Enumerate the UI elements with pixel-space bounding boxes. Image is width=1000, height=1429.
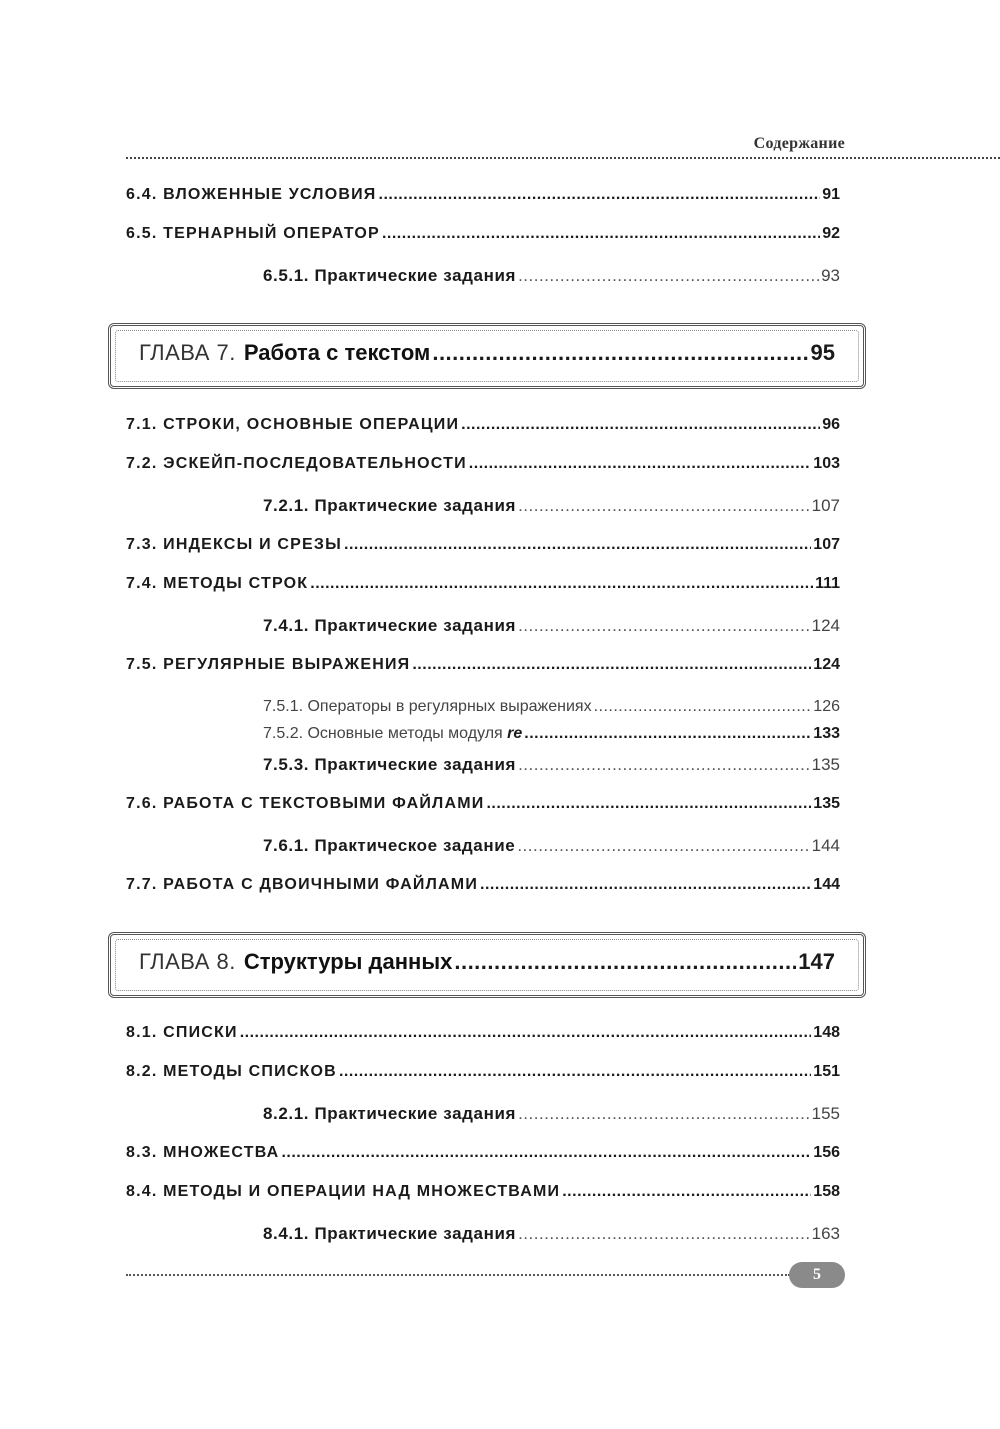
toc-label: 7.7. РАБОТА С ДВОИЧНЫМИ ФАЙЛАМИ — [126, 876, 479, 893]
toc-label: 6.4. ВЛОЖЕННЫЕ УСЛОВИЯ — [126, 186, 377, 203]
toc-label: 8.2.1. Практические задания — [263, 1104, 517, 1123]
toc-leader-dots — [344, 536, 811, 554]
chapter-7-entry — [139, 340, 835, 366]
toc-leader-dots — [469, 455, 812, 473]
toc-page-number: 163 — [811, 1224, 840, 1243]
toc-entry-8-1[interactable] — [126, 1024, 840, 1042]
toc-entry-6-4[interactable] — [126, 186, 840, 204]
toc-leader-dots — [461, 416, 820, 434]
toc-leader-dots — [562, 1183, 811, 1201]
toc-leader-dots — [454, 949, 796, 975]
toc-entry-8-4-1[interactable] — [263, 1224, 840, 1244]
toc-leader-dots — [240, 1024, 812, 1042]
toc-label: 7.1. СТРОКИ, ОСНОВНЫЕ ОПЕРАЦИИ — [126, 416, 460, 433]
toc-page-number: 107 — [813, 536, 840, 553]
toc-page-number: 107 — [811, 496, 840, 515]
toc-label: 7.2.1. Практические задания — [263, 496, 517, 515]
chapter-8-entry — [139, 949, 835, 975]
page-number-badge: 5 — [789, 1262, 845, 1288]
toc-label: 7.5.3. Практические задания — [263, 755, 517, 774]
toc-entry-7-4[interactable] — [126, 575, 840, 593]
toc-entry-7-1[interactable] — [126, 416, 840, 434]
toc-page-number: 124 — [813, 656, 840, 673]
chapter-8-box[interactable] — [108, 932, 866, 998]
toc-leader-dots — [379, 186, 821, 204]
toc-label: 7.4.1. Практические задания — [263, 616, 517, 635]
toc-page-number: 151 — [813, 1063, 840, 1080]
toc-leader-dots — [517, 836, 809, 856]
toc-page-number: 144 — [811, 836, 840, 855]
toc-page-number: 103 — [813, 455, 840, 472]
chapter-prefix: ГЛАВА 7. — [139, 340, 236, 365]
toc-page-number: 93 — [821, 266, 840, 285]
toc-leader-dots — [339, 1063, 811, 1081]
chapter-page-number: 95 — [810, 340, 835, 365]
toc-label: 8.1. СПИСКИ — [126, 1024, 238, 1041]
toc-leader-dots — [524, 725, 811, 743]
toc-entry-8-3[interactable] — [126, 1144, 840, 1162]
footer-divider — [126, 1274, 790, 1276]
toc-label — [263, 725, 522, 743]
toc-label: 8.3. МНОЖЕСТВА — [126, 1144, 280, 1161]
module-name: re — [507, 725, 523, 742]
toc-leader-dots — [594, 698, 812, 716]
toc-label: 6.5.1. Практические задания — [263, 266, 517, 285]
chapter-title: Работа с текстом — [243, 340, 431, 365]
chapter-prefix: ГЛАВА 8. — [139, 949, 236, 974]
toc-leader-dots — [518, 616, 810, 636]
toc-leader-dots — [518, 1224, 810, 1244]
toc-entry-7-6[interactable] — [126, 795, 840, 813]
chapter-7-box[interactable] — [108, 323, 866, 389]
running-header: Содержание — [753, 135, 845, 152]
chapter-page-number: 147 — [798, 949, 835, 974]
toc-label: 7.3. ИНДЕКСЫ И СРЕЗЫ — [126, 536, 343, 553]
toc-entry-7-5-2[interactable] — [263, 725, 840, 743]
toc-leader-dots — [518, 266, 819, 286]
header-divider — [126, 157, 1000, 159]
toc-leader-dots — [518, 755, 810, 775]
toc-page-number: 96 — [822, 416, 840, 433]
toc-page-number: 133 — [813, 725, 840, 742]
toc-entry-8-2-1[interactable] — [263, 1104, 840, 1124]
toc-label: 7.4. МЕТОДЫ СТРОК — [126, 575, 309, 592]
toc-leader-dots — [480, 876, 811, 894]
toc-entry-7-5-1[interactable] — [263, 698, 840, 716]
toc-leader-dots — [382, 225, 820, 243]
toc-entry-6-5[interactable] — [126, 225, 840, 243]
toc-leader-dots — [281, 1144, 811, 1162]
toc-entry-7-2-1[interactable] — [263, 496, 840, 516]
toc-entry-8-4[interactable] — [126, 1183, 840, 1201]
toc-page-number: 135 — [813, 795, 840, 812]
toc-label: 7.6.1. Практическое задание — [263, 836, 516, 855]
toc-leader-dots — [518, 496, 810, 516]
toc-label-text: 7.5.2. Основные методы модуля — [263, 725, 508, 742]
toc-entry-7-4-1[interactable] — [263, 616, 840, 636]
toc-label: 8.4.1. Практические задания — [263, 1224, 517, 1243]
toc-page-number: 111 — [815, 575, 840, 592]
toc-label: 7.5. РЕГУЛЯРНЫЕ ВЫРАЖЕНИЯ — [126, 656, 411, 673]
toc-entry-7-5[interactable] — [126, 656, 840, 674]
toc-page-number: 124 — [811, 616, 840, 635]
toc-entry-8-2[interactable] — [126, 1063, 840, 1081]
toc-entry-7-5-3[interactable] — [263, 755, 840, 775]
toc-page-number: 155 — [811, 1104, 840, 1123]
toc-label: 8.2. МЕТОДЫ СПИСКОВ — [126, 1063, 337, 1080]
toc-page-number: 126 — [813, 698, 840, 715]
toc-entry-7-3[interactable] — [126, 536, 840, 554]
toc-page-number: 148 — [813, 1024, 840, 1041]
toc-page-number: 135 — [811, 755, 840, 774]
chapter-title: Структуры данных — [243, 949, 453, 974]
toc-page-number: 144 — [813, 876, 840, 893]
toc-page-number: 92 — [822, 225, 840, 242]
toc-page-number: 158 — [813, 1183, 840, 1200]
toc-label: 7.5.1. Операторы в регулярных выражениях — [263, 698, 592, 715]
toc-entry-7-7[interactable] — [126, 876, 840, 894]
toc-leader-dots — [432, 340, 808, 366]
toc-page-number: 91 — [822, 186, 840, 203]
toc-leader-dots — [486, 795, 811, 813]
toc-leader-dots — [310, 575, 813, 593]
toc-label: 7.6. РАБОТА С ТЕКСТОВЫМИ ФАЙЛАМИ — [126, 795, 485, 812]
toc-leader-dots — [518, 1104, 810, 1124]
toc-page-number: 156 — [813, 1144, 840, 1161]
toc-entry-6-5-1[interactable] — [263, 266, 840, 286]
toc-label: 7.2. ЭСКЕЙП-ПОСЛЕДОВАТЕЛЬНОСТИ — [126, 455, 467, 472]
toc-leader-dots — [412, 656, 811, 674]
toc-entry-7-6-1[interactable] — [263, 836, 840, 856]
toc-label: 6.5. ТЕРНАРНЫЙ ОПЕРАТОР — [126, 225, 380, 242]
toc-entry-7-2[interactable] — [126, 455, 840, 473]
toc-label: 8.4. МЕТОДЫ И ОПЕРАЦИИ НАД МНОЖЕСТВАМИ — [126, 1183, 561, 1200]
